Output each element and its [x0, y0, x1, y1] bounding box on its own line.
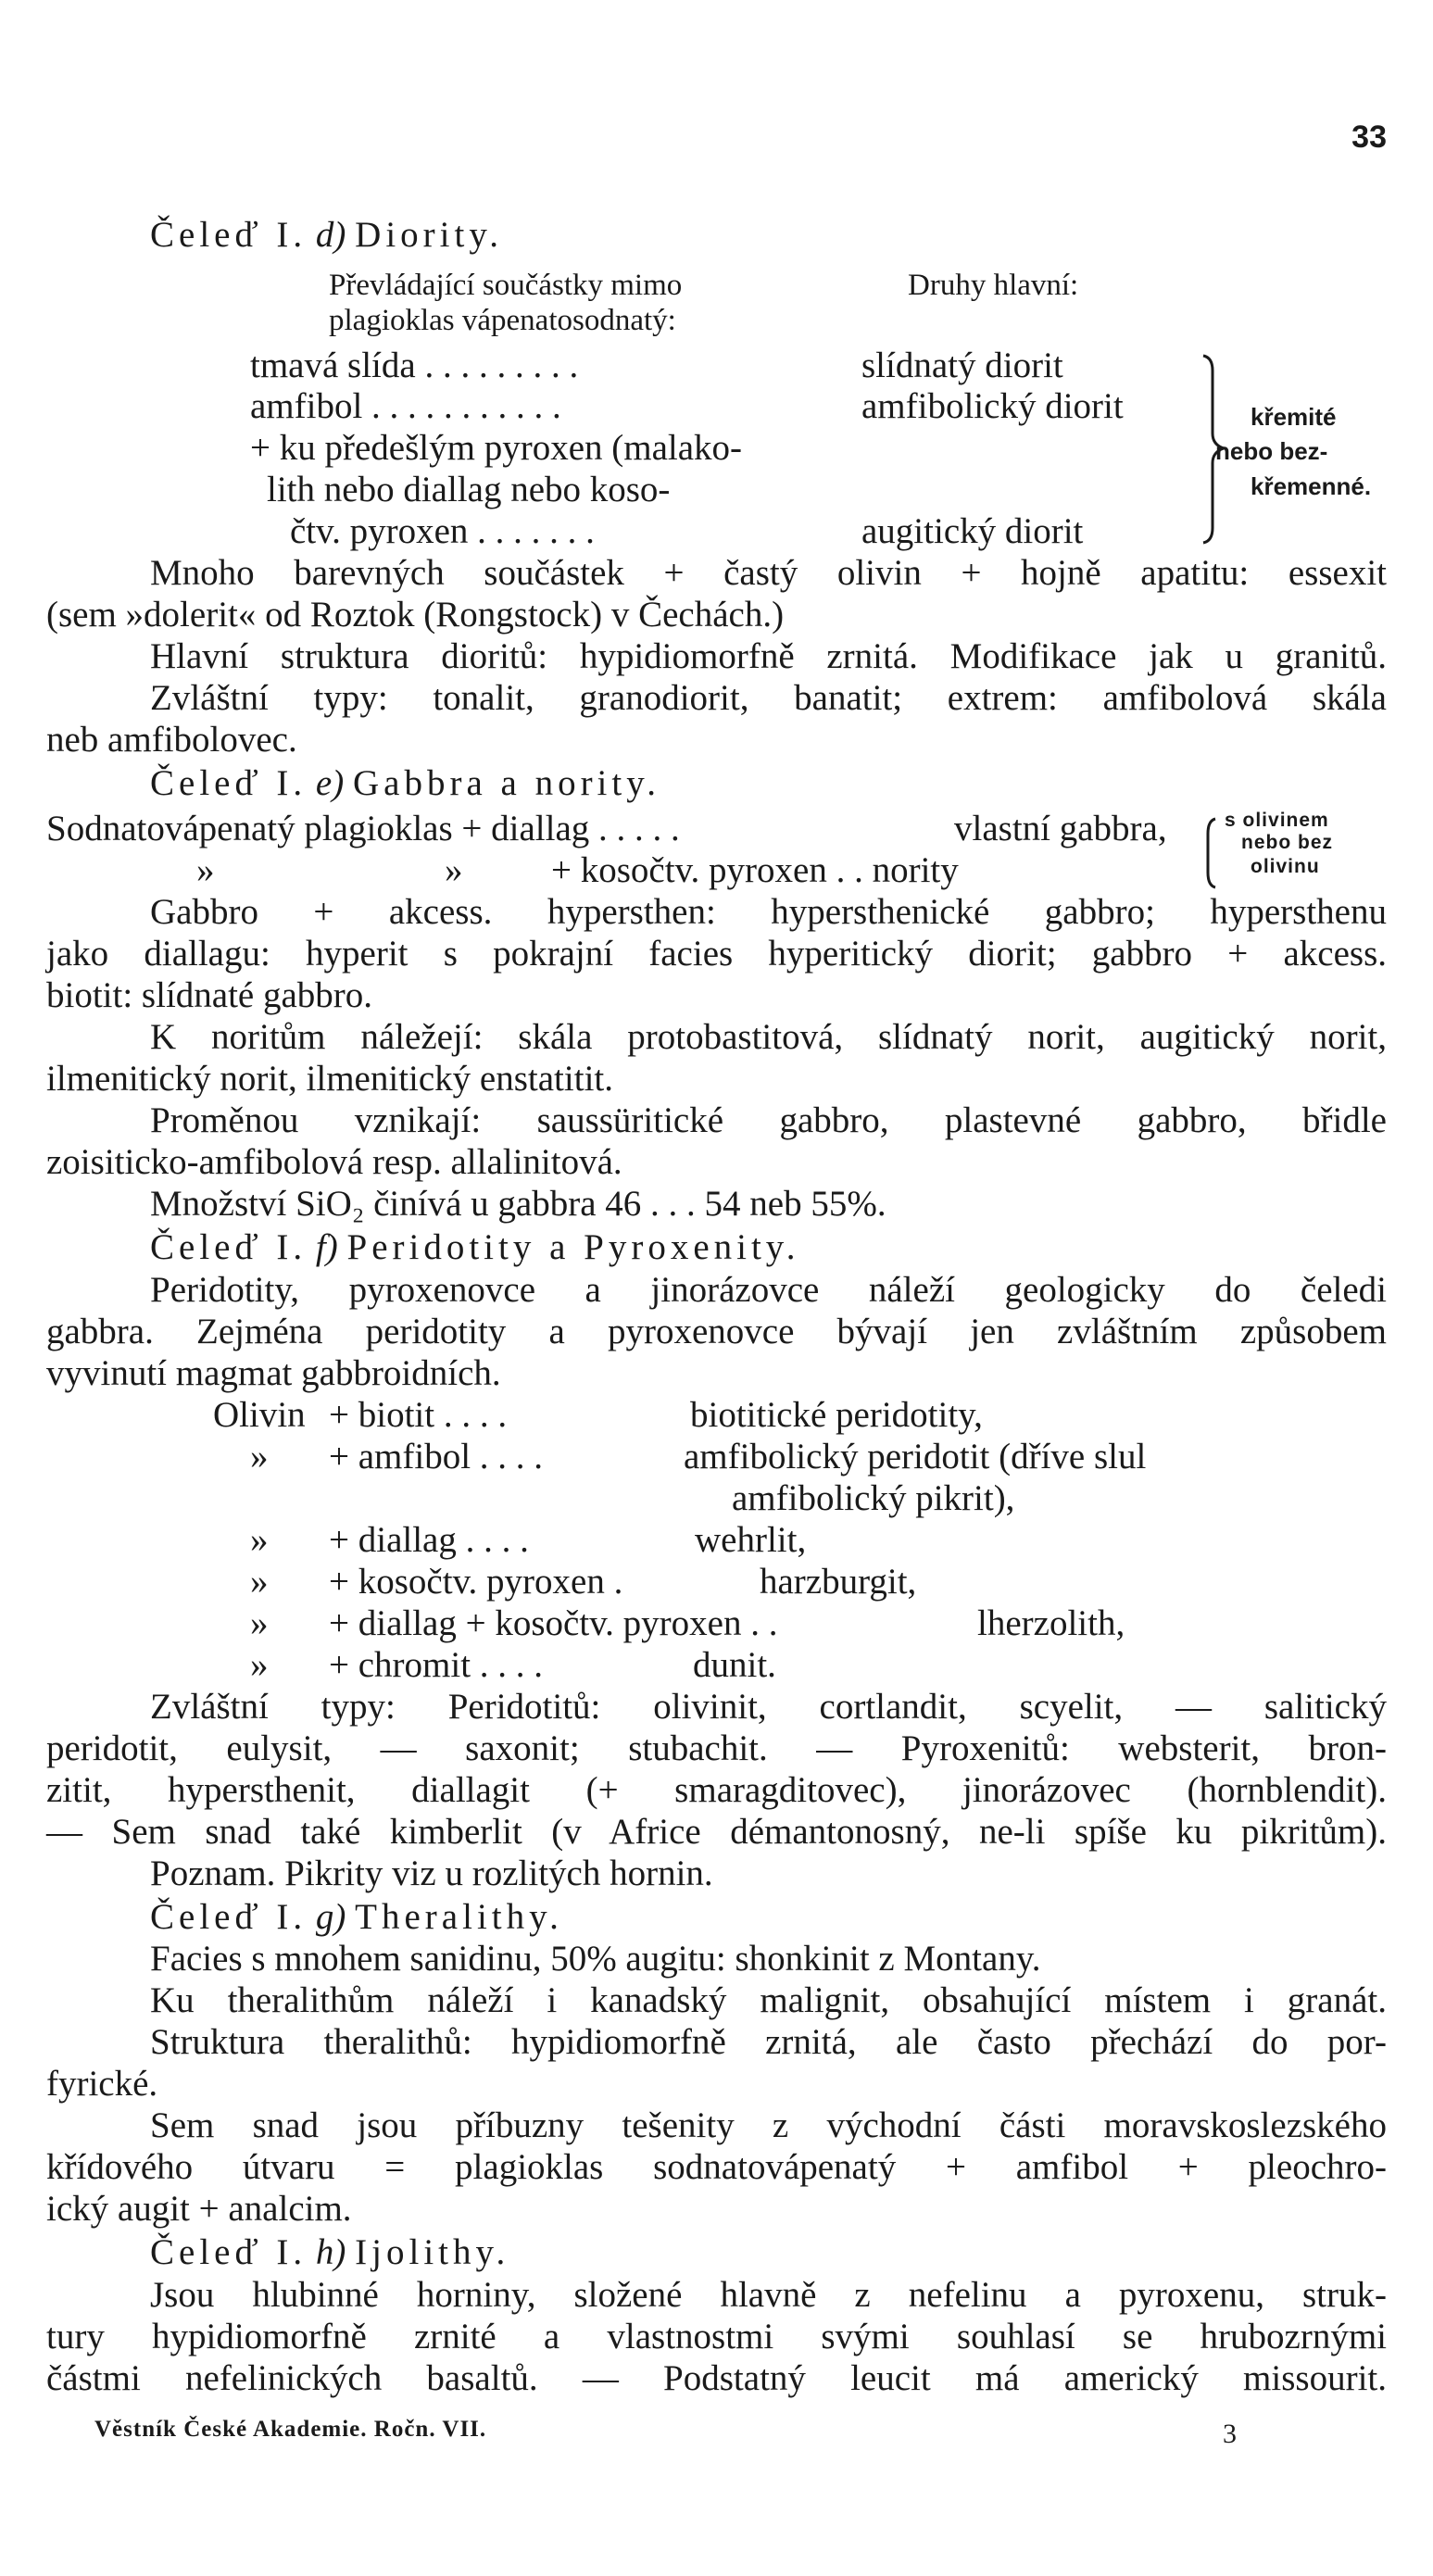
paragraph-line: neb amfibolovec.: [46, 720, 297, 760]
gabbro-heading: [150, 762, 660, 804]
paragraph-line: Struktura theralithů: hypidiomorfně zrnitá, ale často přechází do por-: [150, 2022, 1387, 2062]
peridotite-row-right: amfibolický peridotit (dříve slul: [684, 1437, 1147, 1476]
diorite-bracket-1: křemité: [1251, 403, 1337, 431]
paragraph-line: Hlavní struktura dioritů: hypidiomorfně zrnitá. Modifikace jak u granitů.: [150, 636, 1387, 676]
diorite-col-left-header-1: Převládající součástky mimo: [329, 269, 683, 302]
paragraph-line: Proměnou vznikají: saussüritické gabbro, plastevné gabbro, břidle: [150, 1100, 1387, 1140]
paragraph-line: gabbra. Zejména peridotity a pyroxenovce bývají jen zvláštním způsobem: [46, 1312, 1387, 1351]
paragraph-line: biotit: slídnaté gabbro.: [46, 975, 373, 1015]
peridotite-row-right: dunit.: [693, 1645, 776, 1685]
heading-prefix: Čeleď I.: [150, 215, 308, 255]
peridotite-row-right: wehrlit,: [695, 1520, 807, 1560]
peridotite-row-right: lherzolith,: [977, 1603, 1125, 1643]
heading-name: Ijolithy.: [355, 2232, 510, 2272]
paragraph-line: vyvinutí magmat gabbroidních.: [46, 1353, 501, 1393]
heading-letter: d): [315, 215, 346, 255]
gabbro-bracket-3: olivinu: [1251, 856, 1320, 877]
paragraph-line: zoisiticko-amfibolová resp. allalinitová.: [46, 1142, 622, 1182]
paragraph-line: jako diallagu: hyperit s pokrajní facies hyperitický diorit; gabbro + akcess.: [46, 934, 1387, 974]
heading-prefix: Čeleď I.: [150, 1897, 308, 1937]
heading-name: Diority.: [355, 215, 504, 255]
gabbro-row-left: + kosočtv. pyroxen . . nority: [551, 850, 959, 890]
peridotite-row-mark: »: [250, 1645, 269, 1685]
peridotite-row-left: + biotit . . . .: [329, 1395, 508, 1435]
diorite-row-left: amfibol . . . . . . . . . . .: [250, 386, 561, 426]
peridotite-row-right: harzburgit,: [760, 1562, 917, 1602]
paragraph-line: Facies s mnohem sanidinu, 50% augitu: shonkinit z Montany.: [150, 1939, 1041, 1979]
paragraph-line: Zvláštní typy: Peridotitů: olivinit, cortlandit, scyelit, — salitický: [150, 1687, 1387, 1727]
peridotite-row-mark: »: [250, 1603, 269, 1643]
diorite-row-left: lith nebo diallag nebo koso-: [267, 470, 671, 509]
paragraph-line: Mnoho barevných součástek + častý olivin + hojně apatitu: essexit: [150, 553, 1387, 593]
peridotite-heading: [150, 1226, 800, 1268]
paragraph-line: ilmenitický norit, ilmenitický enstatitit.: [46, 1059, 613, 1099]
paragraph-line: zitit, hypersthenit, diallagit (+ smaragditovec), jinorázovec (hornblendit).: [46, 1770, 1387, 1810]
diorite-row-right: slídnatý diorit: [861, 346, 1063, 385]
paragraph-line: Jsou hlubinné horniny, složené hlavně z nefelinu a pyroxenu, struk-: [150, 2275, 1387, 2315]
heading-letter: g): [315, 1897, 346, 1937]
gabbro-row-left: Sodnatovápenatý plagioklas + diallag . . . . .: [46, 809, 680, 848]
paragraph-line: Gabbro + akcess. hypersthen: hypersthenické gabbro; hypersthenu: [150, 892, 1387, 932]
gabbro-bracket-2: nebo bez: [1241, 832, 1334, 853]
paragraph-line: Ku theralithům náleží i kanadský malignit, obsahující místem i granát.: [150, 1980, 1387, 2020]
peridotite-row-mark: »: [250, 1437, 269, 1476]
heading-prefix: Čeleď I.: [150, 763, 308, 803]
diorite-bracket-3: křemenné.: [1251, 472, 1372, 500]
paragraph-line: částmi nefelinických basaltů. — Podstatný leucit má americký missourit.: [46, 2358, 1387, 2398]
ijolithe-heading: [150, 2231, 509, 2273]
peridotite-row-mark: »: [250, 1520, 269, 1560]
peridotite-row-mark: Olivin: [213, 1395, 306, 1435]
gabbro-row-right: vlastní gabbra,: [954, 809, 1167, 848]
page-number: 33: [1351, 119, 1387, 155]
heading-name: Peridotity a Pyroxenity.: [346, 1227, 800, 1267]
peridotite-row-left: + chromit . . . .: [329, 1645, 544, 1685]
peridotite-row-left: + diallag + kosočtv. pyroxen . .: [329, 1603, 778, 1643]
footer-journal: Věstník České Akademie. Ročn. VII.: [94, 2417, 487, 2442]
paragraph-line: Peridotity, pyroxenovce a jinorázovce náleží geologicky do čeledi: [150, 1270, 1387, 1310]
diorite-row-right: augitický diorit: [861, 511, 1084, 551]
paragraph-line: Zvláštní typy: tonalit, granodiorit, banatit; extrem: amfibolová skála: [150, 678, 1387, 718]
peridotite-row-left: + amfibol . . . .: [329, 1437, 544, 1476]
heading-letter: f): [315, 1227, 338, 1267]
theralithe-heading: [150, 1896, 563, 1938]
paragraph-line: křídového útvaru = plagioklas sodnatovápenatý + amfibol + pleochro-: [46, 2147, 1387, 2187]
paragraph-line: Sem snad jsou příbuzny tešenity z východní části moravskoslezského: [150, 2105, 1387, 2145]
heading-prefix: Čeleď I.: [150, 1227, 308, 1267]
peridotite-row-right: amfibolický pikrit),: [732, 1478, 1015, 1518]
heading-name: Theralithy.: [355, 1897, 563, 1937]
heading-prefix: Čeleď I.: [150, 2232, 308, 2272]
peridotite-row-left: + kosočtv. pyroxen .: [329, 1562, 623, 1602]
peridotite-row-left: + diallag . . . .: [329, 1520, 529, 1560]
paragraph-line: Množství SiO₂ činívá u gabbra 46 . . . 54 neb 55%.: [150, 1184, 886, 1224]
diorite-row-left: tmavá slída . . . . . . . . .: [250, 346, 579, 385]
diorite-row-left: čtv. pyroxen . . . . . . .: [290, 511, 595, 551]
paragraph-line: ický augit + analcim.: [46, 2189, 352, 2229]
paragraph-line: tury hypidiomorfně zrnité a vlastnostmi svými souhlasí se hrubozrnými: [46, 2317, 1387, 2356]
paragraph-line: — Sem snad také kimberlit (v Africe démantonosný, ne-li spíše ku pikritům).: [46, 1812, 1387, 1852]
paragraph-line: Poznam. Pikrity viz u rozlitých hornin.: [150, 1853, 713, 1893]
ditto-mark: »: [445, 850, 463, 890]
peridotite-row-right: biotitické peridotity,: [690, 1395, 983, 1435]
paragraph-line: K noritům náležejí: skála protobastitová, slídnatý norit, augitický norit,: [150, 1017, 1387, 1057]
brace-icon: [1204, 815, 1219, 891]
ditto-mark: »: [196, 850, 215, 890]
gabbro-bracket-1: s olivinem: [1225, 810, 1329, 831]
heading-letter: e): [315, 763, 345, 803]
diorite-col-left-header-2: plagioklas vápenatosodnatý:: [329, 304, 676, 337]
paragraph-line: (sem »dolerit« od Roztok (Rongstock) v Čechách.): [46, 595, 785, 635]
diorite-col-right-header: Druhy hlavní:: [908, 269, 1079, 302]
diorite-row-right: amfibolický diorit: [861, 386, 1124, 426]
heading-name: Gabbra a nority.: [352, 763, 660, 803]
diorite-heading: [150, 214, 503, 256]
diorite-row-left: + ku předešlým pyroxen (malako-: [250, 428, 743, 468]
paragraph-line: fyrické.: [46, 2064, 158, 2104]
peridotite-row-mark: »: [250, 1562, 269, 1602]
paragraph-line: peridotit, eulysit, — saxonit; stubachit. — Pyroxenitů: websterit, bron-: [46, 1728, 1387, 1768]
heading-letter: h): [315, 2232, 346, 2272]
footer-signature: 3: [1223, 2419, 1237, 2449]
diorite-bracket-2: nebo bez-: [1215, 437, 1328, 465]
